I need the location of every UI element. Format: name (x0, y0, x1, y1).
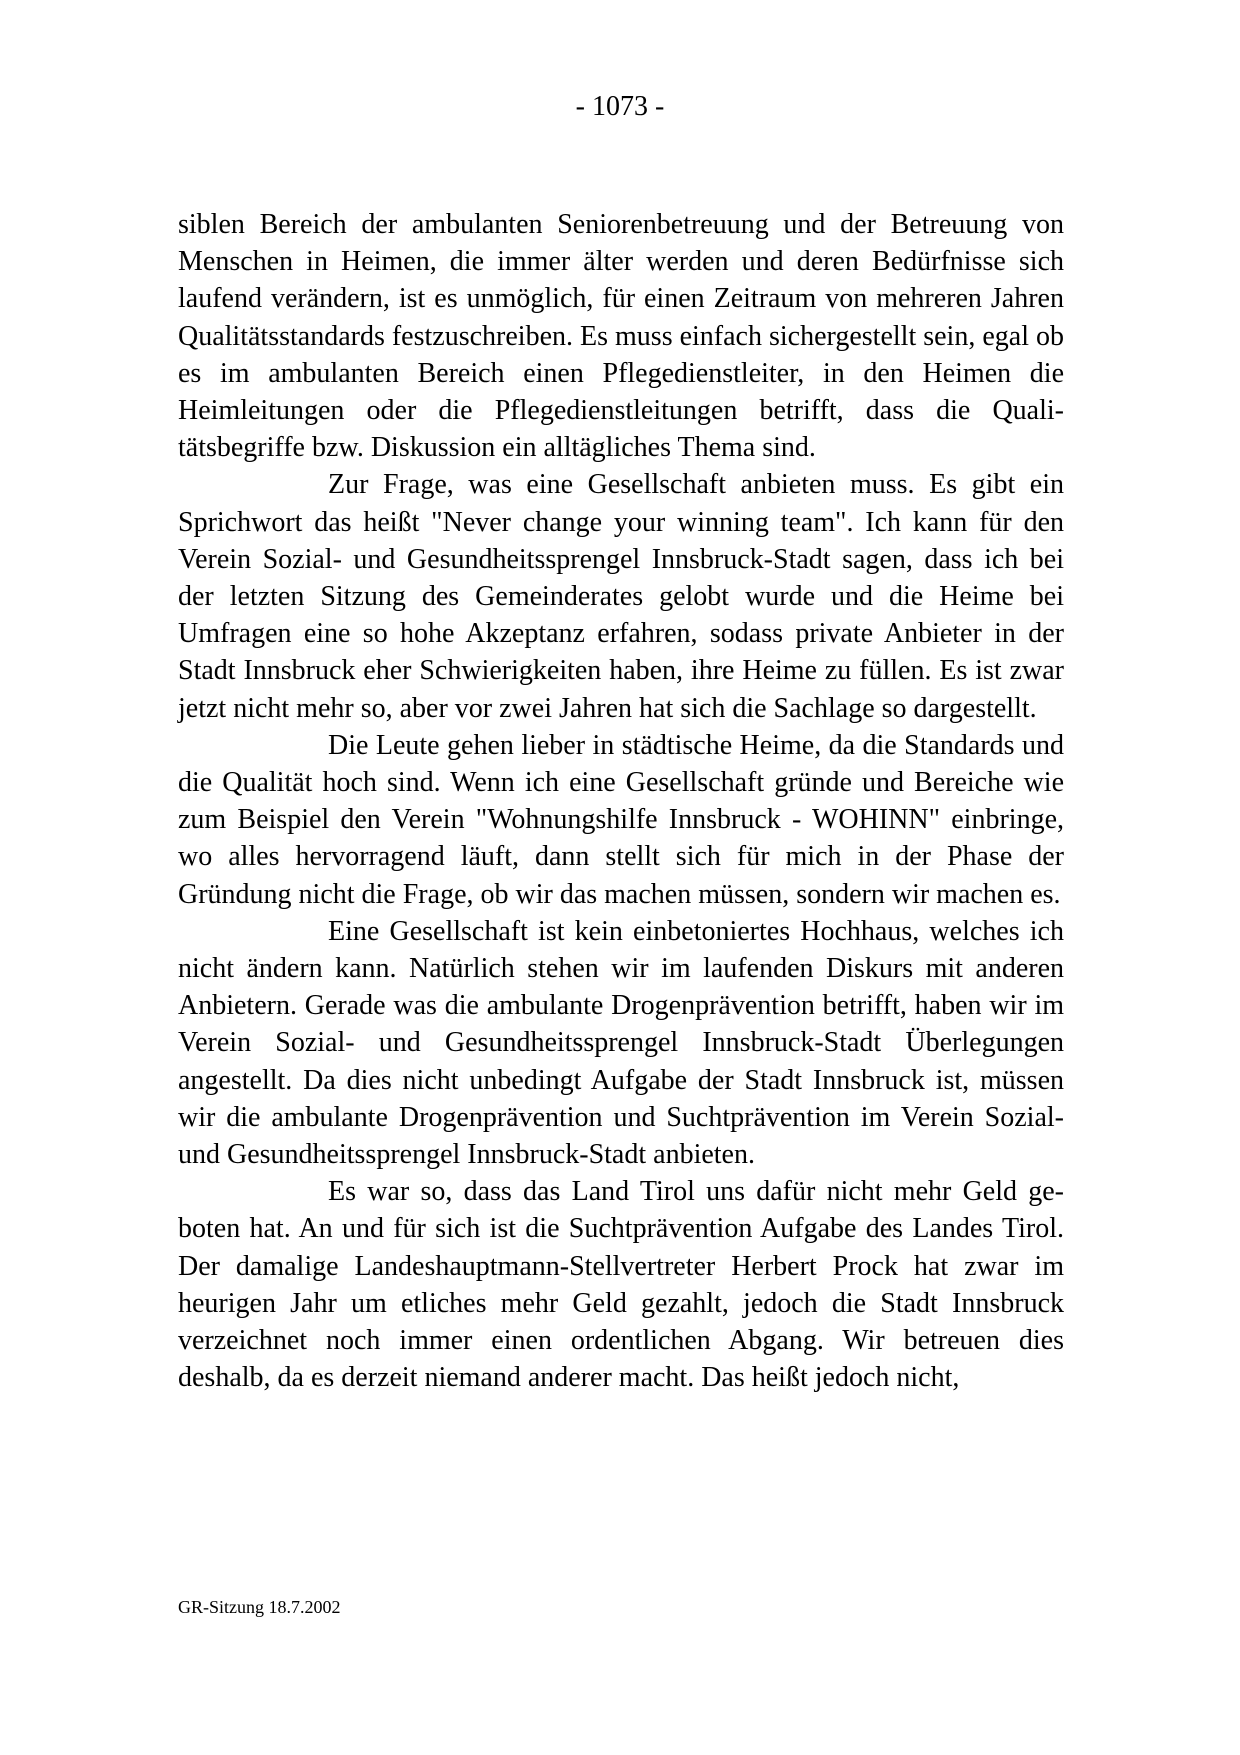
document-body (178, 206, 1064, 1397)
paragraph-4: Eine Gesellschaft ist kein einbetoniertes Hochhaus, welches ich nicht ändern kann. Natürlich stehen wir im laufenden Diskurs mit anderen Anbietern. Gerade was die ambulante Drogenprävention betrifft, haben wir im Verein Sozial- und Gesundheitssprengel Innsbruck-Stadt Überlegungen angestellt. Da dies nicht unbedingt Aufgabe der Stadt Innsbruck ist, müssen wir die ambulante Drogenprävention und Suchtprävention im Verein Sozial- und Gesundheitssprengel Innsbruck-Stadt anbieten. (178, 915, 1064, 1171)
paragraph-1: siblen Bereich der ambulanten Seniorenbetreuung und der Betreuung von Menschen in Heimen, die immer älter werden und deren Bedürfnisse sich laufend verändern, ist es unmöglich, für einen Zeitraum von mehreren Jahren Qualitätsstandards festzuschreiben. Es muss einfach sichergestellt sein, egal ob es im ambulanten Bereich einen Pflegedienstleiter, in den Heimen die Heimleitungen oder die Pflegedienstleitungen betrifft, dass die Qualitätsbegriffe bzw. Diskussion ein alltägliches Thema sind. (178, 209, 1064, 464)
paragraph-3: Die Leute gehen lieber in städtische Heime, da die Standards und die Qualität hoch sind. Wenn ich eine Gesellschaft gründe und Bereiche wie zum Beispiel den Verein "Wohnungshilfe Innsbruck - WOHINN" einbringe, wo alles hervorragend läuft, dann stellt sich für mich in der Phase der Gründung nicht die Frage, ob wir das machen müssen, sondern wir machen es. (178, 729, 1064, 910)
paragraph-2: Zur Frage, was eine Gesellschaft anbieten muss. Es gibt ein Sprichwort das heißt "Never change your winning team". Ich kann für den Verein Sozial- und Gesundheitssprengel Innsbruck-Stadt sagen, dass ich bei der letzten Sitzung des Gemeinderates gelobt wurde und die Heime bei Umfragen eine so hohe Akzeptanz erfahren, sodass private Anbieter in der Stadt Innsbruck eher Schwierigkeiten haben, ihre Heime zu füllen. Es ist zwar jetzt nicht mehr so, aber vor zwei Jahren hat sich die Sachlage so dargestellt. (178, 469, 1064, 724)
footer-session-label: GR-Sitzung 18.7.2002 (178, 1597, 341, 1617)
page-number: - 1073 - (575, 91, 665, 122)
paragraph-5: Es war so, dass das Land Tirol uns dafür nicht mehr Geld geboten hat. An und für sich ist die Suchtprävention Aufgabe des Landes Tirol. Der damalige Landeshauptmann-Stellvertreter Herbert Prock hat zwar im heurigen Jahr um etliches mehr Geld gezahlt, jedoch die Stadt Innsbruck verzeichnet noch immer einen ordentlichen Abgang. Wir betreuen dies deshalb, da es derzeit niemand anderer macht. Das heißt jedoch nicht, (178, 1176, 1064, 1394)
